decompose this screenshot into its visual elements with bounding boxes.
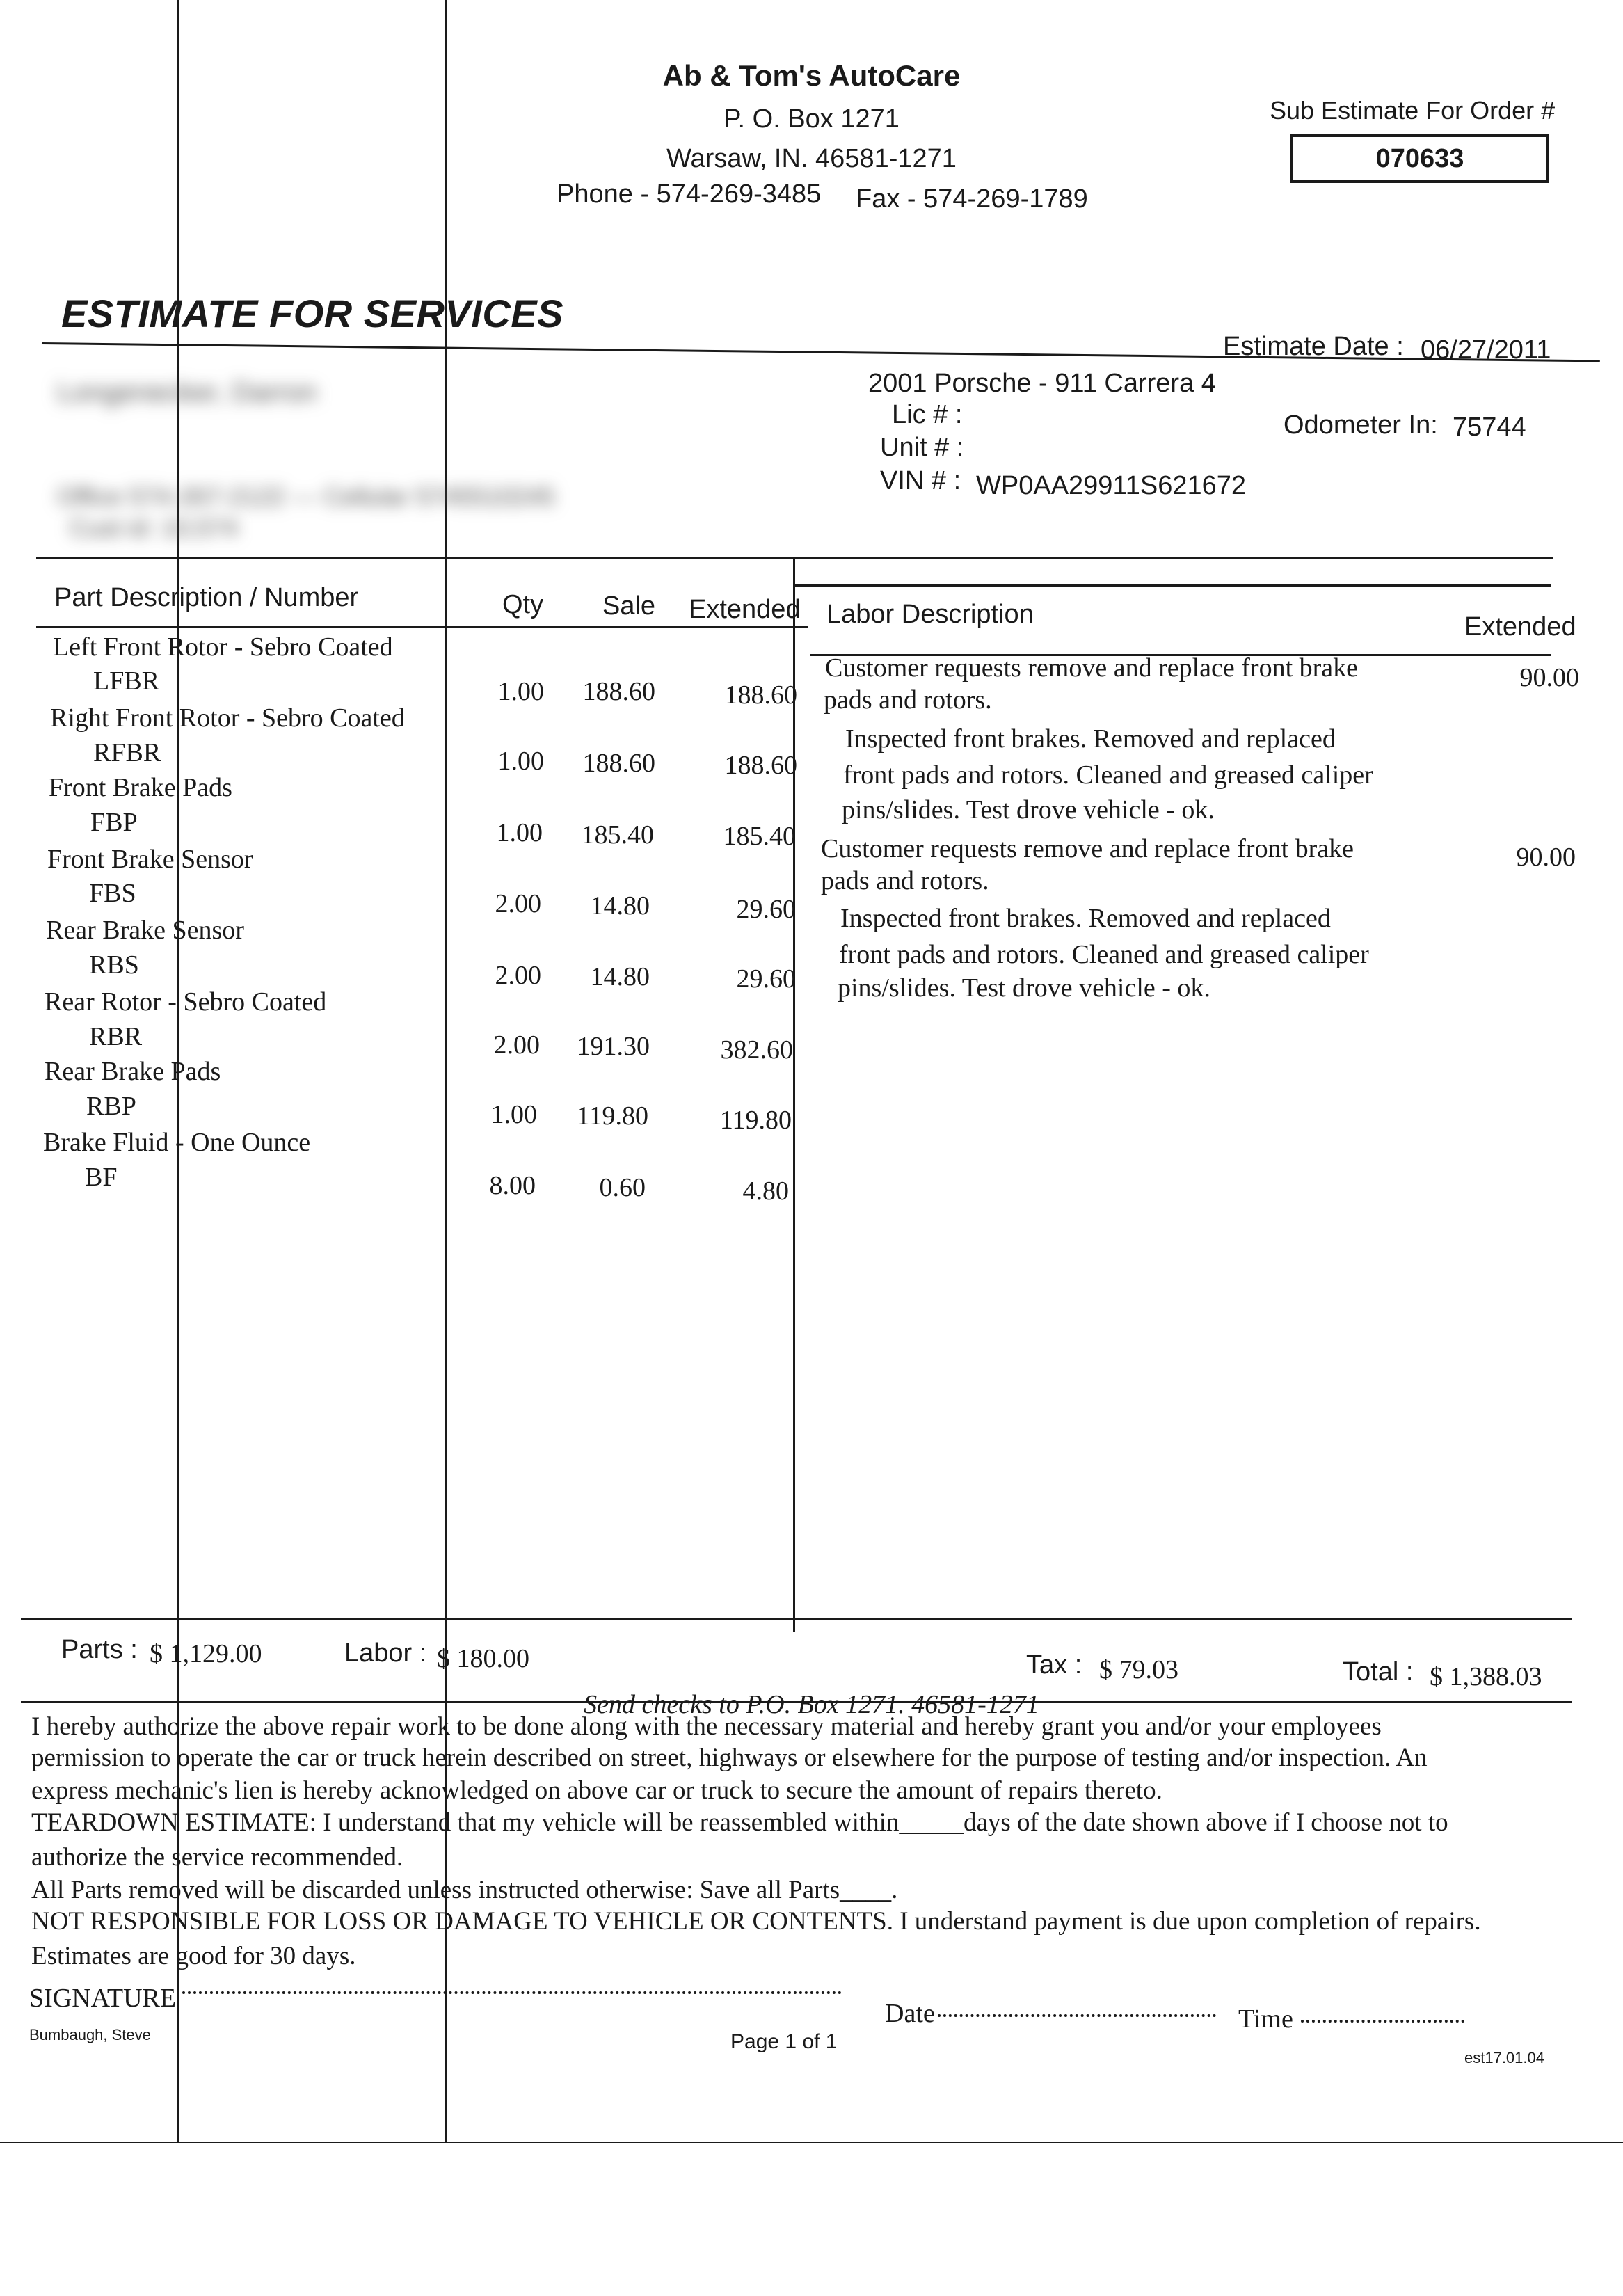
part-sale: 119.80 bbox=[576, 1101, 648, 1131]
part-description: Brake Fluid - One Ounce bbox=[43, 1128, 311, 1157]
authorization-text: I hereby authorize the above repair work to be done along with the necessary material and hereby grant you and/or your employees bbox=[31, 1712, 1382, 1741]
part-number: RBS bbox=[89, 950, 139, 980]
time-line bbox=[1301, 2020, 1464, 2023]
part-description: Front Brake Pads bbox=[49, 773, 232, 802]
license-label: Lic # : bbox=[892, 400, 963, 429]
document-title: ESTIMATE FOR SERVICES bbox=[61, 292, 563, 335]
part-description: Rear Brake Sensor bbox=[46, 916, 244, 945]
part-description: Front Brake Sensor bbox=[47, 845, 253, 874]
vin-label: VIN # : bbox=[880, 466, 961, 495]
labor-work-line: pins/slides. Test drove vehicle - ok. bbox=[842, 795, 1215, 824]
validity-text: Estimates are good for 30 days. bbox=[31, 1942, 356, 1970]
sub-estimate-label: Sub Estimate For Order # bbox=[1270, 96, 1556, 125]
part-extended: 29.60 bbox=[736, 895, 796, 924]
page-number: Page 1 of 1 bbox=[730, 2030, 838, 2053]
table-divider bbox=[793, 557, 795, 1632]
labor-request-line: pads and rotors. bbox=[824, 685, 992, 715]
labor-work-line: Inspected front brakes. Removed and replaced bbox=[845, 724, 1336, 754]
part-extended: 185.40 bbox=[723, 822, 796, 851]
totals-top-rule bbox=[21, 1618, 1572, 1620]
part-description: Right Front Rotor - Sebro Coated bbox=[50, 703, 405, 733]
labor-request-line: Customer requests remove and replace front brake bbox=[825, 653, 1359, 683]
part-number: LFBR bbox=[93, 667, 160, 696]
part-number: FBP bbox=[90, 808, 138, 837]
labor-total-value: $ 180.00 bbox=[437, 1644, 529, 1673]
estimate-date-value: 06/27/2011 bbox=[1421, 335, 1551, 365]
part-qty: 1.00 bbox=[497, 677, 544, 706]
parts-total-value: $ 1,129.00 bbox=[150, 1639, 262, 1668]
customer-name: Longenecker, Darron bbox=[57, 377, 317, 408]
labor-request-line: pads and rotors. bbox=[821, 866, 989, 895]
part-description: Rear Rotor - Sebro Coated bbox=[45, 987, 327, 1017]
teardown-text: TEARDOWN ESTIMATE: I understand that my vehicle will be reassembled within_____days of the date shown above if I choose not to bbox=[31, 1808, 1448, 1837]
form-code: est17.01.04 bbox=[1464, 2049, 1544, 2066]
labor-total-label: Labor : bbox=[344, 1639, 427, 1668]
odometer-value: 75744 bbox=[1453, 413, 1526, 442]
labor-work-line: Inspected front brakes. Removed and replaced bbox=[840, 904, 1331, 933]
part-number: FBS bbox=[89, 879, 136, 908]
company-name: Ab & Tom's AutoCare bbox=[662, 59, 961, 92]
part-qty: 8.00 bbox=[489, 1171, 536, 1200]
part-extended: 29.60 bbox=[736, 964, 796, 994]
liability-text: NOT RESPONSIBLE FOR LOSS OR DAMAGE TO VEHICLE OR CONTENTS. I understand payment is due upon completion of repairs. bbox=[31, 1907, 1481, 1936]
part-extended: 188.60 bbox=[724, 751, 797, 780]
vin-value: WP0AA29911S621672 bbox=[976, 471, 1247, 500]
part-number: BF bbox=[85, 1163, 118, 1192]
company-pobox: P. O. Box 1271 bbox=[723, 104, 900, 134]
company-phone: Phone - 574-269-3485 bbox=[557, 180, 822, 209]
labor-work-line: front pads and rotors. Cleaned and greased caliper bbox=[843, 760, 1373, 790]
header-labor-extended: Extended bbox=[1464, 612, 1576, 641]
customer-phone: Office 574-267-2122 — Cellular 5745510245 bbox=[57, 482, 555, 511]
part-description: Rear Brake Pads bbox=[45, 1057, 221, 1086]
page-bottom-edge bbox=[0, 2142, 1623, 2143]
vehicle-description: 2001 Porsche - 911 Carrera 4 bbox=[868, 369, 1216, 398]
company-city: Warsaw, IN. 46581-1271 bbox=[666, 144, 957, 173]
labor-request-line: Customer requests remove and replace front brake bbox=[821, 834, 1354, 863]
order-number-box: 070633 bbox=[1290, 134, 1549, 183]
part-qty: 1.00 bbox=[496, 818, 543, 847]
company-fax: Fax - 574-269-1789 bbox=[856, 184, 1088, 214]
header-qty: Qty bbox=[502, 590, 544, 619]
part-description: Left Front Rotor - Sebro Coated bbox=[53, 632, 393, 662]
labor-extended: 90.00 bbox=[1516, 843, 1576, 872]
part-qty: 1.00 bbox=[490, 1100, 537, 1129]
part-sale: 14.80 bbox=[590, 891, 650, 920]
part-sale: 191.30 bbox=[577, 1032, 650, 1061]
grand-total-label: Total : bbox=[1343, 1657, 1414, 1687]
tax-value: $ 79.03 bbox=[1099, 1655, 1178, 1684]
odometer-label: Odometer In: bbox=[1284, 410, 1438, 440]
part-sale: 0.60 bbox=[599, 1173, 646, 1202]
tax-label: Tax : bbox=[1026, 1650, 1082, 1680]
checks-note: Send checks to P.O. Box 1271. 46581-1271 bbox=[584, 1690, 1039, 1719]
part-extended: 4.80 bbox=[742, 1177, 789, 1206]
parts-disposal-text: All Parts removed will be discarded unless instructed otherwise: Save all Parts____. bbox=[31, 1876, 898, 1904]
part-number: RFBR bbox=[93, 738, 161, 767]
part-extended: 382.60 bbox=[720, 1035, 793, 1065]
time-label: Time bbox=[1238, 2004, 1293, 2034]
part-sale: 185.40 bbox=[581, 820, 654, 850]
parts-total-label: Parts : bbox=[61, 1635, 138, 1664]
part-extended: 188.60 bbox=[724, 680, 797, 710]
part-qty: 2.00 bbox=[493, 1030, 540, 1060]
labor-extended: 90.00 bbox=[1519, 663, 1579, 692]
labor-work-line: pins/slides. Test drove vehicle - ok. bbox=[838, 973, 1210, 1003]
part-qty: 2.00 bbox=[495, 889, 541, 918]
header-part-description: Part Description / Number bbox=[54, 583, 359, 612]
date-label: Date bbox=[885, 1999, 935, 2028]
header-sale: Sale bbox=[602, 591, 656, 621]
part-qty: 2.00 bbox=[495, 961, 541, 990]
labor-work-line: front pads and rotors. Cleaned and greased caliper bbox=[839, 940, 1369, 969]
parts-header-rule bbox=[36, 626, 808, 628]
part-number: RBR bbox=[89, 1022, 143, 1051]
teardown-text: authorize the service recommended. bbox=[31, 1843, 403, 1872]
authorization-text: express mechanic's lien is hereby acknowledged on above car or truck to secure the amount of repairs thereto. bbox=[31, 1776, 1162, 1805]
signature-label: SIGNATURE bbox=[29, 1984, 177, 2013]
unit-label: Unit # : bbox=[880, 433, 964, 462]
part-qty: 1.00 bbox=[497, 747, 544, 776]
part-extended: 119.80 bbox=[719, 1106, 792, 1135]
part-sale: 188.60 bbox=[582, 749, 655, 778]
part-sale: 14.80 bbox=[590, 962, 650, 991]
estimate-date-label: Estimate Date : bbox=[1223, 332, 1404, 361]
grand-total-value: $ 1,388.03 bbox=[1430, 1662, 1542, 1691]
part-sale: 188.60 bbox=[582, 677, 655, 706]
labor-top-rule bbox=[793, 584, 1551, 587]
signature-line bbox=[182, 1991, 842, 1994]
date-line bbox=[938, 2014, 1216, 2017]
customer-id: Cust id: 10,574 bbox=[70, 513, 239, 542]
header-labor-description: Labor Description bbox=[826, 600, 1034, 629]
authorization-text: permission to operate the car or truck herein described on street, highways or elsewhere for the purpose of testing and/or inspection. An bbox=[31, 1744, 1428, 1772]
header-extended: Extended bbox=[689, 595, 801, 624]
service-writer: Bumbaugh, Steve bbox=[29, 2026, 151, 2043]
part-number: RBP bbox=[86, 1092, 136, 1121]
